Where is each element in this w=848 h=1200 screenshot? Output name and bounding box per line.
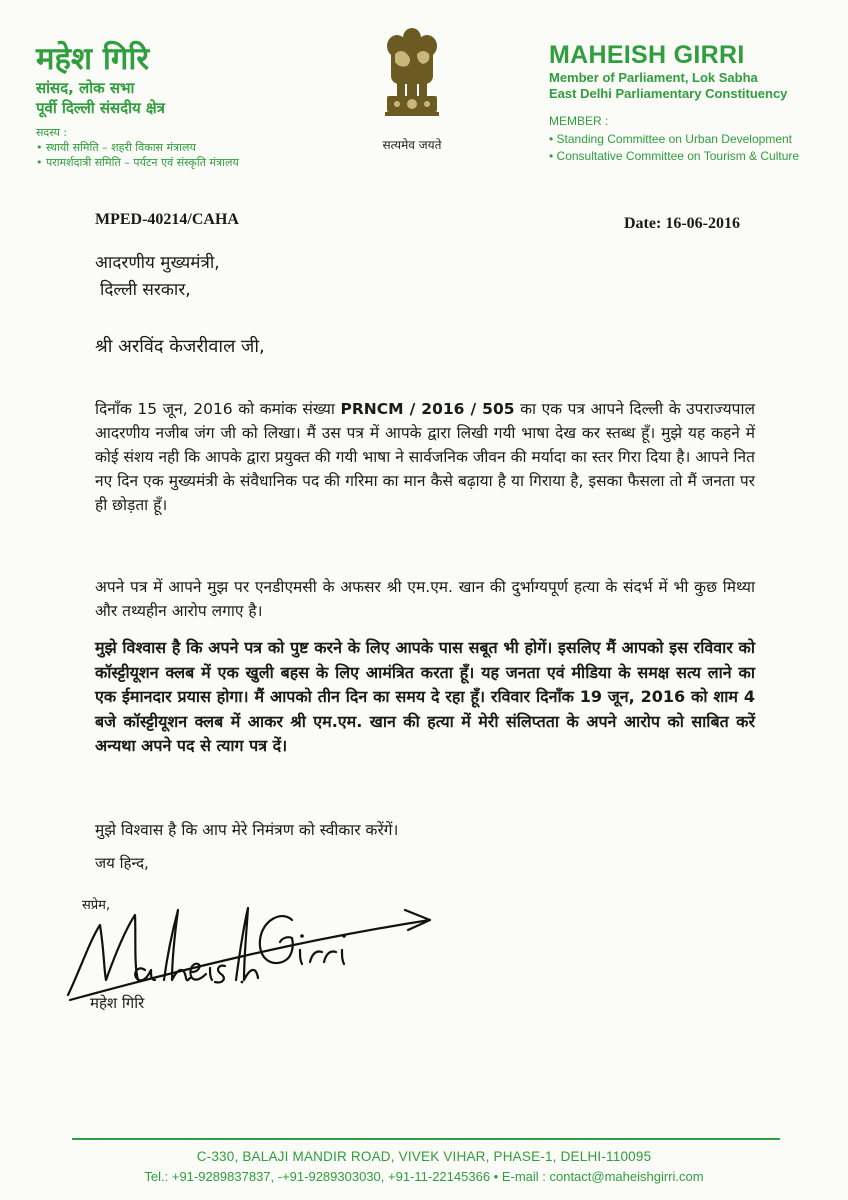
handwritten-signature [60, 870, 450, 1010]
addressee-line-1: आदरणीय मुख्यमंत्री, [95, 253, 220, 273]
signature-dot [342, 934, 346, 938]
member-label-english: MEMBER : [549, 114, 609, 128]
addressee [95, 250, 220, 304]
mp-title-english: Member of Parliament, Lok Sabha [549, 70, 758, 85]
membership-item-english: • Consultative Committee on Tourism & Culture [549, 149, 800, 163]
body-paragraph-2: अपने पत्र में आपने मुझ पर एनडीएमसी के अफसर श्री एम.एम. खान की दुर्भाग्यपूर्ण हत्या के संदर्भ में भी कुछ मिथ्या और तथ्यहीन आरोप लगाए है। [95, 578, 755, 620]
membership-item-english: • Standing Committee on Urban Development [549, 132, 792, 146]
salutation: श्री अरविंद केजरीवाल जी, [95, 336, 265, 357]
letterhead-english [549, 40, 839, 165]
letterhead-hindi [36, 40, 356, 170]
signature-dot [241, 981, 244, 984]
signature-dot [300, 934, 304, 938]
emblem-motto: सत्यमेव जयते [382, 138, 442, 152]
p1-text-start: दिनाँक 15 जून, 2016 को कमांक संख्या [95, 400, 341, 418]
footer-divider [72, 1138, 780, 1140]
letter-reference-code: PRNCM / 2016 / 505 [340, 400, 515, 418]
closing-line: जय हिन्द, [95, 854, 149, 872]
body-paragraph-4: मुझे विश्वास है कि आप मेरे निमंत्रण को स्वीकार करेंगें। [95, 821, 399, 839]
mp-name-hindi: महेश गिरि [36, 41, 150, 77]
mp-title-hindi: सांसद, लोक सभा [36, 79, 135, 97]
sign-off: सप्रेम, [82, 898, 111, 913]
signer-name-hindi: महेश गिरि [90, 994, 145, 1012]
member-label-hindi: सदस्य : [36, 126, 68, 139]
letter-date: Date: 16-06-2016 [624, 215, 740, 232]
reference-number: MPED-40214/CAHA [95, 211, 239, 228]
body-paragraph-1 [95, 397, 755, 517]
addressee-line-2: दिल्ली सरकार, [100, 280, 191, 300]
footer-address: C-330, BALAJI MANDIR ROAD, VIVEK VIHAR, PHASE-1, DELHI-110095 [196, 1149, 652, 1164]
p1-text-end: का एक पत्र आपने दिल्ली के उपराज्यपाल आदरणीय नजीब जंग जी को लिखा। मैं उस पत्र में आपके द्वारा लिखी गयी भाषा देख कर स्तब्ध हूँ। मुझे यह कहने में कोई संशय नही कि आपके द्वारा प्रयुक्त की गयी भाषा ने सार्वजनिक जीवन की मर्यादा का स्तर गिरा दिया है। आपने नित नए दिन एक मुख्यमंत्री के संवैधानिक पद की गरिमा का मान कैसे बढ़ाया है या गिराया है, इसका फैसला तो मैं जनता पर ही छोड़ता हूँ। [95, 400, 755, 514]
national-emblem [352, 24, 472, 153]
membership-item-hindi: • स्थायी समिति – शहरी विकास मंत्रालय [36, 141, 196, 154]
membership-list-english [549, 131, 839, 165]
membership-list-hindi [36, 140, 356, 170]
constituency-hindi: पूर्वी दिल्ली संसदीय क्षेत्र [36, 99, 165, 117]
constituency-english: East Delhi Parliamentary Constituency [549, 86, 788, 101]
footer-contact: Tel.: +91-9289837837, -+91-9289303030, +91-11-22145366 • E-mail : contact@maheishgirri.com [144, 1169, 704, 1184]
mp-name-english: MAHEISH GIRRI [549, 41, 745, 69]
membership-item-hindi: • परामर्शदात्री समिति – पर्यटन एवं संस्कृति मंत्रालय [36, 156, 239, 169]
lion-capital-icon [377, 24, 447, 134]
body-paragraph-3: मुझे विश्वास है कि अपने पत्र को पुष्ट करने के लिए आपके पास सबूत भी होगें। इसलिए मैं आपको इस रविवार को कॉस्ट्टीयूशन क्लब में एक खुली बहस के लिए आमंत्रित करता हूँ। यह जनता एवं मीडिया के समक्ष सत्य लाने का एक ईमानदार प्रयास होगा। मैं आपको तीन दिन का समय दे रहा हूँ। रविवार दिनाँक 19 जून, 2016 को शाम 4 बजे कॉस्ट्टीयूशन क्लब में आकर श्री एम.एम. खान की हत्या में मेरी संलिप्तता के अपने आरोप को साबित करें अन्यथा अपने पद से त्याग पत्र दें। [95, 638, 755, 755]
